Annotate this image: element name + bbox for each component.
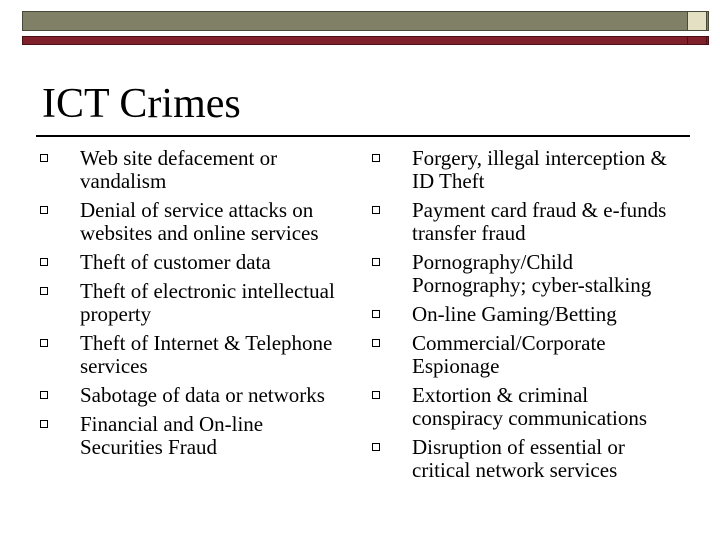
header-maroon-corner [687, 36, 707, 45]
list-item [40, 199, 350, 245]
left-bullet-list [40, 147, 350, 465]
list-item-text: Commercial/Corporate Espionage [412, 331, 606, 378]
hollow-square-bullet-icon [40, 206, 48, 214]
hollow-square-bullet-icon [40, 154, 48, 162]
list-item [372, 436, 682, 482]
list-item [372, 303, 682, 326]
list-item [372, 147, 682, 193]
hollow-square-bullet-icon [372, 258, 380, 266]
list-item [372, 251, 682, 297]
list-item-text: Theft of customer data [80, 250, 271, 274]
list-item [40, 413, 350, 459]
hollow-square-bullet-icon [40, 420, 48, 428]
hollow-square-bullet-icon [40, 339, 48, 347]
list-item-text: Forgery, illegal interception & ID Theft [412, 146, 667, 193]
hollow-square-bullet-icon [40, 391, 48, 399]
header-olive-bar [22, 11, 709, 31]
list-item-text: Theft of electronic intellectual property [80, 279, 335, 326]
hollow-square-bullet-icon [40, 287, 48, 295]
header-decoration [22, 11, 709, 39]
hollow-square-bullet-icon [40, 258, 48, 266]
list-item-text: Theft of Internet & Telephone services [80, 331, 333, 378]
list-item [372, 199, 682, 245]
title-divider [36, 135, 690, 137]
hollow-square-bullet-icon [372, 310, 380, 318]
header-corner-square [687, 11, 707, 31]
list-item [40, 251, 350, 274]
hollow-square-bullet-icon [372, 154, 380, 162]
hollow-square-bullet-icon [372, 206, 380, 214]
hollow-square-bullet-icon [372, 443, 380, 451]
list-item [40, 280, 350, 326]
list-item [372, 332, 682, 378]
list-item-text: Disruption of essential or critical network services [412, 435, 625, 482]
right-bullet-list [372, 147, 682, 488]
list-item-text: Pornography/Child Pornography; cyber-stalking [412, 250, 652, 297]
list-item-text: Financial and On-line Securities Fraud [80, 412, 264, 459]
slide-title: ICT Crimes [42, 81, 241, 127]
list-item-text: Payment card fraud & e-funds transfer fraud [412, 198, 667, 245]
list-item [40, 384, 350, 407]
hollow-square-bullet-icon [372, 339, 380, 347]
list-item [40, 332, 350, 378]
list-item-text: Web site defacement or vandalism [80, 146, 278, 193]
list-item-text: Extortion & criminal conspiracy communications [412, 383, 648, 430]
list-item-text: On-line Gaming/Betting [412, 302, 617, 326]
header-maroon-bar [22, 36, 709, 45]
list-item [40, 147, 350, 193]
hollow-square-bullet-icon [372, 391, 380, 399]
list-item-text: Sabotage of data or networks [80, 383, 325, 407]
list-item [372, 384, 682, 430]
list-item-text: Denial of service attacks on websites and online services [80, 198, 319, 245]
